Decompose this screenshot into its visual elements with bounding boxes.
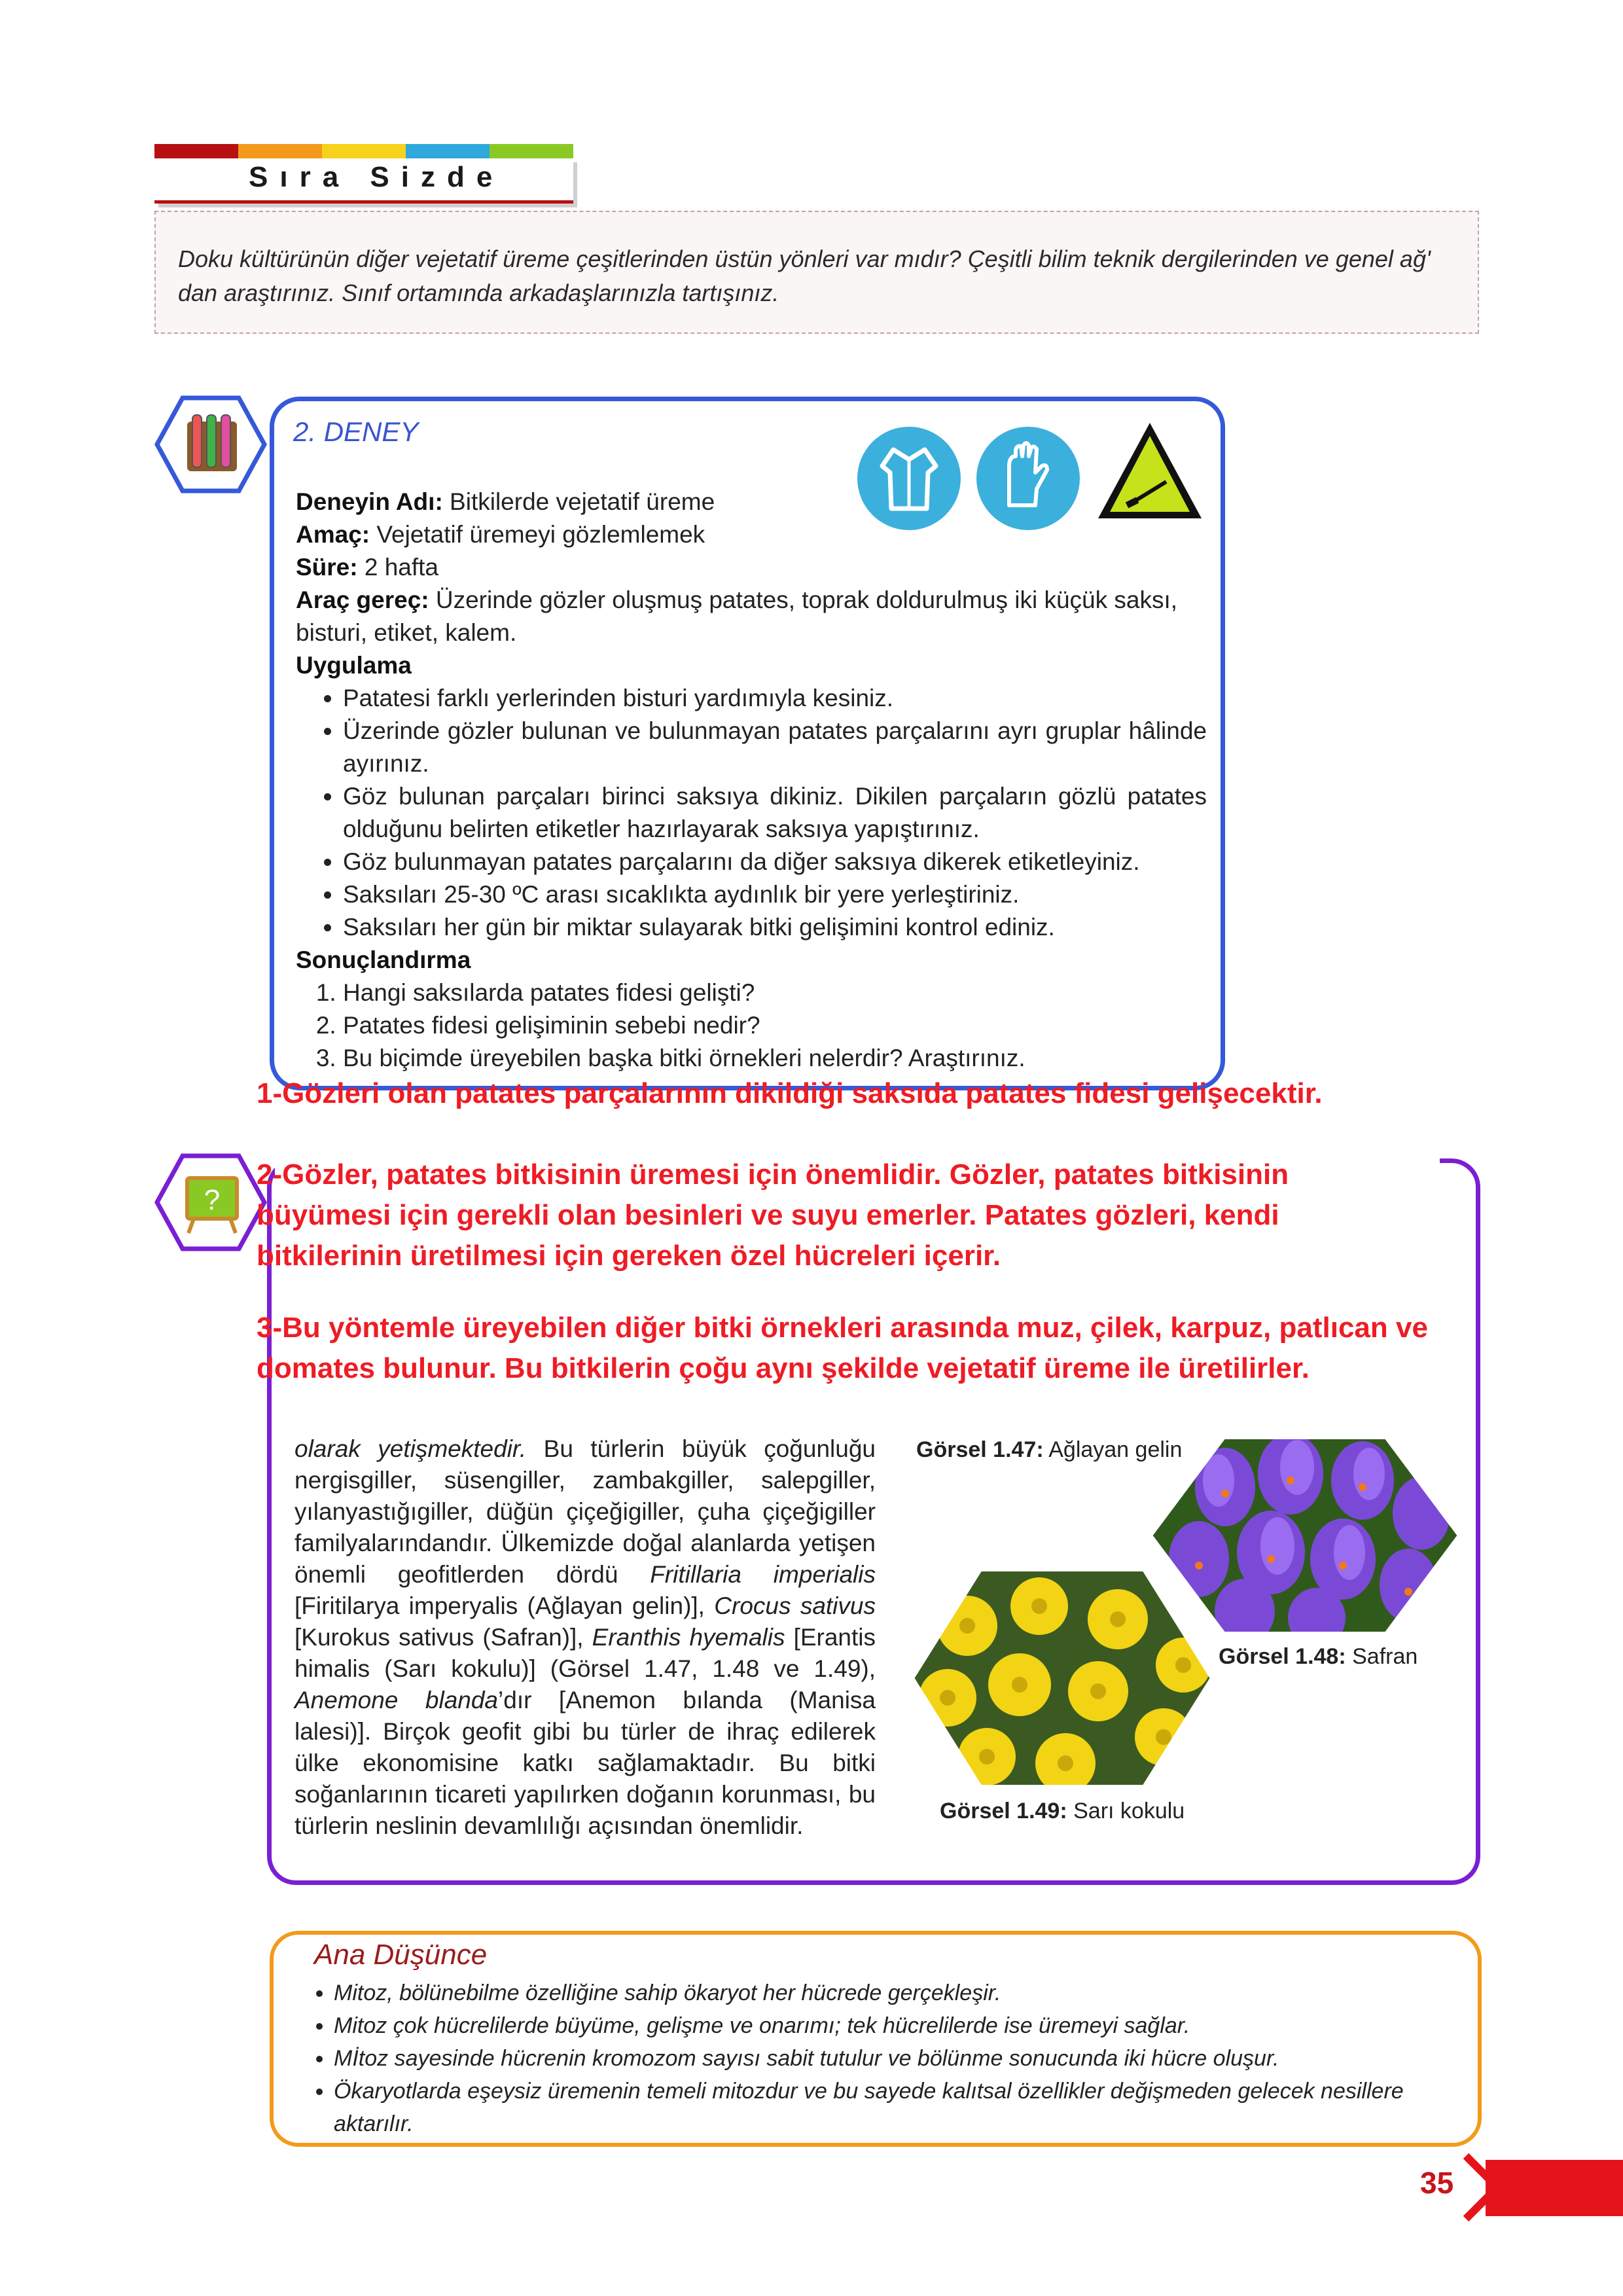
- geophyte-text-3: [Firitilarya imperyalis (Ağlayan gelin)],: [294, 1592, 715, 1619]
- application-step: • Üzerinde gözler bulunan ve bulunmayan patates parçalarını ayrı gruplar hâlinde ayırınız.: [343, 715, 1207, 780]
- experiment-duration-row: [296, 551, 1207, 584]
- experiment-duration-value: 2 hafta: [357, 554, 439, 581]
- figure-caption-1-47: [916, 1437, 1182, 1463]
- main-idea-title: Ana Düşünce: [314, 1939, 488, 1971]
- geophyte-text-4: [Kurokus sativus (Safran)],: [294, 1624, 592, 1651]
- experiment-title: 2. DENEY: [293, 416, 419, 447]
- conclusion-question: 2. Patates fidesi gelişiminin sebebi nedir?: [343, 1009, 1207, 1042]
- geophyte-text-6: ’dır [Anemon bılanda (Manisa lalesi)]. Birçok geofit gibi bu türler de ihraç edilerek ülke ekonomisine katkı sağlamaktadır. Bu bitki soğanlarının ticareti yapılırken doğanın korunması, bu türlerin neslinin devamlılığı açısından önemlidir.: [294, 1687, 876, 1839]
- page-number-tab: [1486, 2160, 1623, 2216]
- figure-label: Görsel 1.49:: [940, 1799, 1067, 1823]
- conclusion-question: 3. Bu biçimde üreyebilen başka bitki örnekleri nelerdir? Araştırınız.: [343, 1042, 1207, 1075]
- experiment-content: [296, 486, 1207, 1075]
- conclusion-question: 1. Hangi saksılarda patates fidesi gelişti?: [343, 977, 1207, 1009]
- question-board-icon: [154, 1153, 267, 1251]
- figure-caption-text: Ağlayan gelin: [1043, 1437, 1183, 1462]
- application-step: • Göz bulunan parçaları birinci saksıya dikiniz. Dikilen parçaların gözlü patates olduğunu belirten etiketler hazırlayarak saksıya yapıştırınız.: [343, 780, 1207, 846]
- answer-1: 1-Gözleri olan patates parçalarının dikildiği saksıda patates fidesi gelişecektir.: [257, 1077, 1323, 1109]
- experiment-name-row: [296, 486, 1207, 518]
- geophyte-text-1: olarak yetişmektedir.: [294, 1435, 527, 1462]
- experiment-aim-value: Vejetatif üremeyi gözlemlemek: [370, 521, 705, 548]
- species-fritillaria: Fritillaria imperialis: [650, 1561, 876, 1588]
- page-number: 35: [1420, 2166, 1454, 2200]
- svg-text:?: ?: [204, 1184, 221, 1216]
- experiment-tools-row: [296, 584, 1207, 649]
- figure-caption-1-48: [1219, 1644, 1418, 1670]
- experiment-aim-row: [296, 518, 1207, 551]
- main-idea-item: • Mİtoz sayesinde hücrenin kromozom sayısı sabit tutulur ve bölünme sonucunda iki hücre oluşur.: [334, 2042, 1459, 2075]
- sira-sizde-stripe: [154, 144, 573, 158]
- main-idea-item: • Mitoz çok hücrelilerde büyüme, gelişme ve onarımı; tek hücrelilerde ise üremeyi sağlar.: [334, 2009, 1459, 2042]
- application-list: [296, 682, 1207, 944]
- figure-label: Görsel 1.48:: [1219, 1644, 1346, 1669]
- experiment-name-label: Deneyin Adı:: [296, 488, 443, 515]
- figure-caption-text: Sarı kokulu: [1067, 1799, 1185, 1823]
- experiment-tools-value: Üzerinde gözler oluşmuş patates, toprak doldurulmuş iki küçük saksı, bisturi, etiket, kalem.: [296, 586, 1178, 646]
- species-crocus: Crocus sativus: [714, 1592, 876, 1619]
- application-step: • Saksıları her gün bir miktar sulayarak bitki gelişimini kontrol ediniz.: [343, 911, 1207, 944]
- figure-label: Görsel 1.47:: [916, 1437, 1044, 1462]
- answer-3: 3-Bu yöntemle üreyebilen diğer bitki örnekleri arasında muz, çilek, karpuz, patlıcan ve domates bulunur. Bu bitkilerin çoğu aynı şekilde vejetatif üreme ile üretilirler.: [257, 1312, 1428, 1384]
- species-anemone: Anemone blanda: [294, 1687, 499, 1713]
- experiment-name-value: Bitkilerde vejetatif üreme: [442, 488, 715, 515]
- application-step: • Patatesi farklı yerlerinden bisturi yardımıyla kesiniz.: [343, 682, 1207, 715]
- conclusion-list: [296, 977, 1207, 1075]
- figure-caption-1-49: [940, 1799, 1185, 1824]
- answer-2: 2-Gözler, patates bitkisinin üremesi için önemlidir. Gözler, patates bitkisinin büyümesi için gerekli olan besinleri ve suyu emerler. Patates gözleri, kendi bitkilerinin üretilmesi için gereken özel hücreleri içerir.: [257, 1158, 1289, 1272]
- application-step: • Saksıları 25-30 ºC arası sıcaklıkta aydınlık bir yere yerleştiriniz.: [343, 878, 1207, 911]
- main-idea-list: [308, 1977, 1459, 2140]
- geophyte-text-5: [Erantis himalis (Sarı kokulu)] (Görsel 1.47, 1.48 ve 1.49),: [294, 1624, 876, 1682]
- figure-caption-text: Safran: [1346, 1644, 1418, 1669]
- main-idea-item: • Mitoz, bölünebilme özelliğine sahip ökaryot her hücrede gerçekleşir.: [334, 1977, 1459, 2009]
- main-idea-item: • Ökaryotlarda eşeysiz üremenin temeli mitozdur ve bu sayede kalıtsal özellikler değişmeden gelecek nesillere aktarılır.: [334, 2075, 1459, 2140]
- geophyte-text-2: Bu türlerin büyük çoğunluğu nergisgiller, süsengiller, zambakgiller, salepgiller, yılanyastığıgiller, düğün çiçeğigiller, çuha çiçeğigiller familyalarındandır. Ülkemizde doğal alanlarda yetişen önemli geofitlerden dördü: [294, 1435, 876, 1588]
- conclusion-heading: Sonuçlandırma: [296, 946, 471, 973]
- sira-sizde-title: Sıra Sizde: [249, 161, 505, 193]
- winter-aconite-image: [908, 1567, 1216, 1789]
- sira-sizde-text: Doku kültürünün diğer vejetatif üreme çeşitlerinden üstün yönleri var mıdır? Çeşitli bilim teknik dergilerinden ve genel ağ' dan araştırınız. Sınıf ortamında arkadaşlarınızla tartışınız.: [178, 245, 1431, 306]
- experiment-duration-label: Süre:: [296, 554, 358, 581]
- species-eranthis: Eranthis hyemalis: [592, 1624, 785, 1651]
- geophyte-paragraph: [294, 1433, 876, 1842]
- test-tubes-icon: [154, 395, 267, 493]
- experiment-tools-label: Araç gereç:: [296, 586, 429, 613]
- chevron-right-icon: [1459, 2153, 1505, 2221]
- experiment-aim-label: Amaç:: [296, 521, 370, 548]
- application-step: • Göz bulunmayan patates parçalarını da diğer saksıya dikerek etiketleyiniz.: [343, 846, 1207, 878]
- application-heading: Uygulama: [296, 652, 412, 679]
